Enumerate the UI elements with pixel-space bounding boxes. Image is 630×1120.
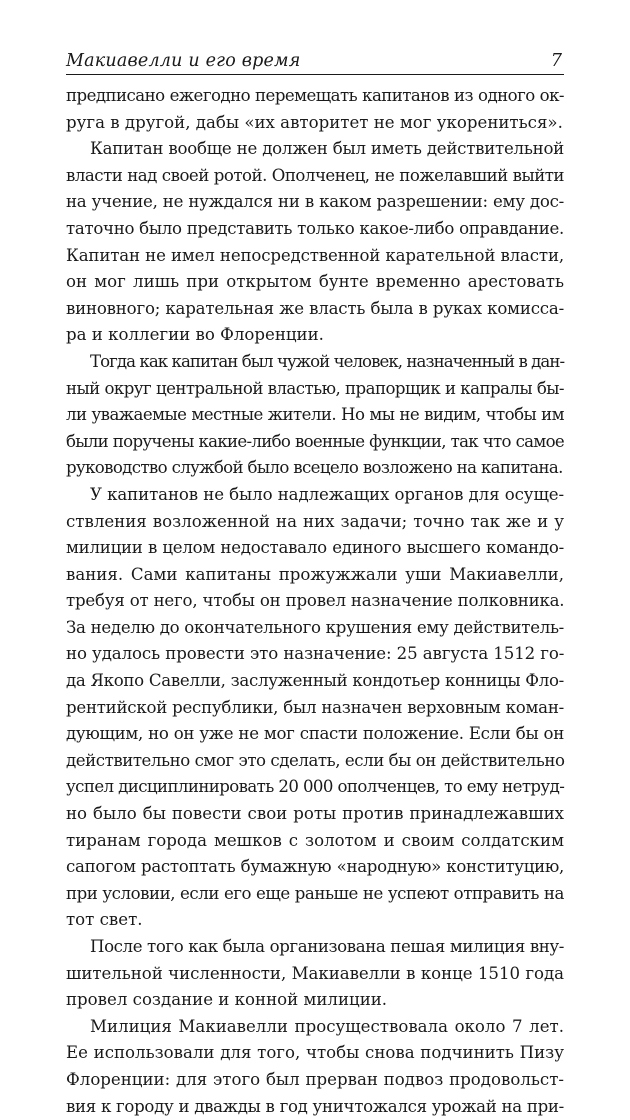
text-line: таточно было представить только какое-либо оправдание.	[66, 218, 564, 238]
text-line: тиранам города мешков с золотом и своим солдатским	[66, 830, 564, 850]
text-line: предписано ежегодно перемещать капитанов из одного ок-	[66, 86, 564, 105]
text-line: сапогом растоптать бумажную «народную» конституцию,	[66, 857, 564, 877]
text-line: шительной численности, Макиавелли в конце 1510 года	[66, 963, 564, 983]
text-line: Капитан вообще не должен был иметь действительной	[90, 139, 564, 159]
text-line: Капитан не имел непосредственной карательной власти,	[66, 245, 564, 265]
text-line: Флоренции: для этого был прерван подвоз продовольст-	[66, 1069, 564, 1089]
text-line: вания. Сами капитаны прожужжали уши Макиавелли,	[66, 564, 564, 584]
text-line: но удалось провести это назначение: 25 августа 1512 го-	[66, 644, 565, 664]
text-line: Милиция Макиавелли просуществовала около 7 лет.	[90, 1016, 564, 1036]
text-line: Ее использовали для того, чтобы снова подчинить Пизу	[66, 1043, 564, 1063]
running-title: Макиавелли и его время	[66, 51, 301, 71]
text-line: милиции в целом недоставало единого высшего командо-	[66, 538, 564, 558]
text-line: После того как была организована пешая милиция вну-	[90, 937, 564, 956]
text-line: рентийской республики, был назначен верховным коман-	[66, 697, 564, 717]
text-line: руководство службой было всецело возложено на капитана.	[66, 458, 563, 478]
text-line: тот свет.	[66, 910, 143, 930]
text-line: при условии, если его еще раньше не успеют отправить на	[66, 883, 564, 903]
text-line: но было бы повести свои роты против принадлежавших	[66, 804, 564, 824]
text-line: ствления возложенной на них задачи; точно так же и у	[66, 511, 564, 531]
body-text	[66, 83, 564, 1120]
text-line: виновного; карательная же власть была в руках комисса-	[66, 298, 564, 318]
text-line: вия к городу и дважды в год уничтожался урожай на при-	[66, 1096, 564, 1116]
text-line: Тогда как капитан был чужой человек, назначенный в дан-	[90, 351, 565, 371]
text-line: власти над своей ротой. Ополченец, не пожелавший выйти	[66, 165, 564, 185]
text-line: действительно смог это сделать, если бы он действительно	[66, 750, 565, 770]
text-line: У капитанов не было надлежащих органов для осуще-	[90, 484, 564, 504]
text-line: ли уважаемые местные жители. Но мы не видим, чтобы им	[66, 405, 564, 425]
text-line: ный округ центральной властью, прапорщик и капралы бы-	[66, 378, 564, 398]
text-line: руга в другой, дабы «их авторитет не мог укорениться».	[66, 112, 563, 132]
text-line: он мог лишь при открытом бунте временно арестовать	[66, 272, 564, 292]
page-number: 7	[550, 51, 562, 71]
text-line: ра и коллегии во Флоренции.	[66, 325, 324, 345]
text-line: За неделю до окончательного крушения ему действитель-	[66, 617, 564, 637]
text-line: дующим, но он уже не мог спасти положение. Если бы он	[66, 724, 564, 744]
running-header	[66, 50, 564, 75]
text-line: были поручены какие-либо военные функции, так что самое	[66, 431, 564, 451]
text-line: успел дисциплинировать 20 000 ополченцев, то ему нетруд-	[66, 777, 565, 797]
text-line: провел создание и конной милиции.	[66, 990, 388, 1010]
text-line: требуя от него, чтобы он провел назначение полковника.	[66, 591, 565, 611]
text-line: да Якопо Савелли, заслуженный кондотьер конницы Фло-	[66, 671, 564, 691]
text-line: на учение, не нуждался ни в каком разрешении: ему дос-	[66, 192, 564, 212]
